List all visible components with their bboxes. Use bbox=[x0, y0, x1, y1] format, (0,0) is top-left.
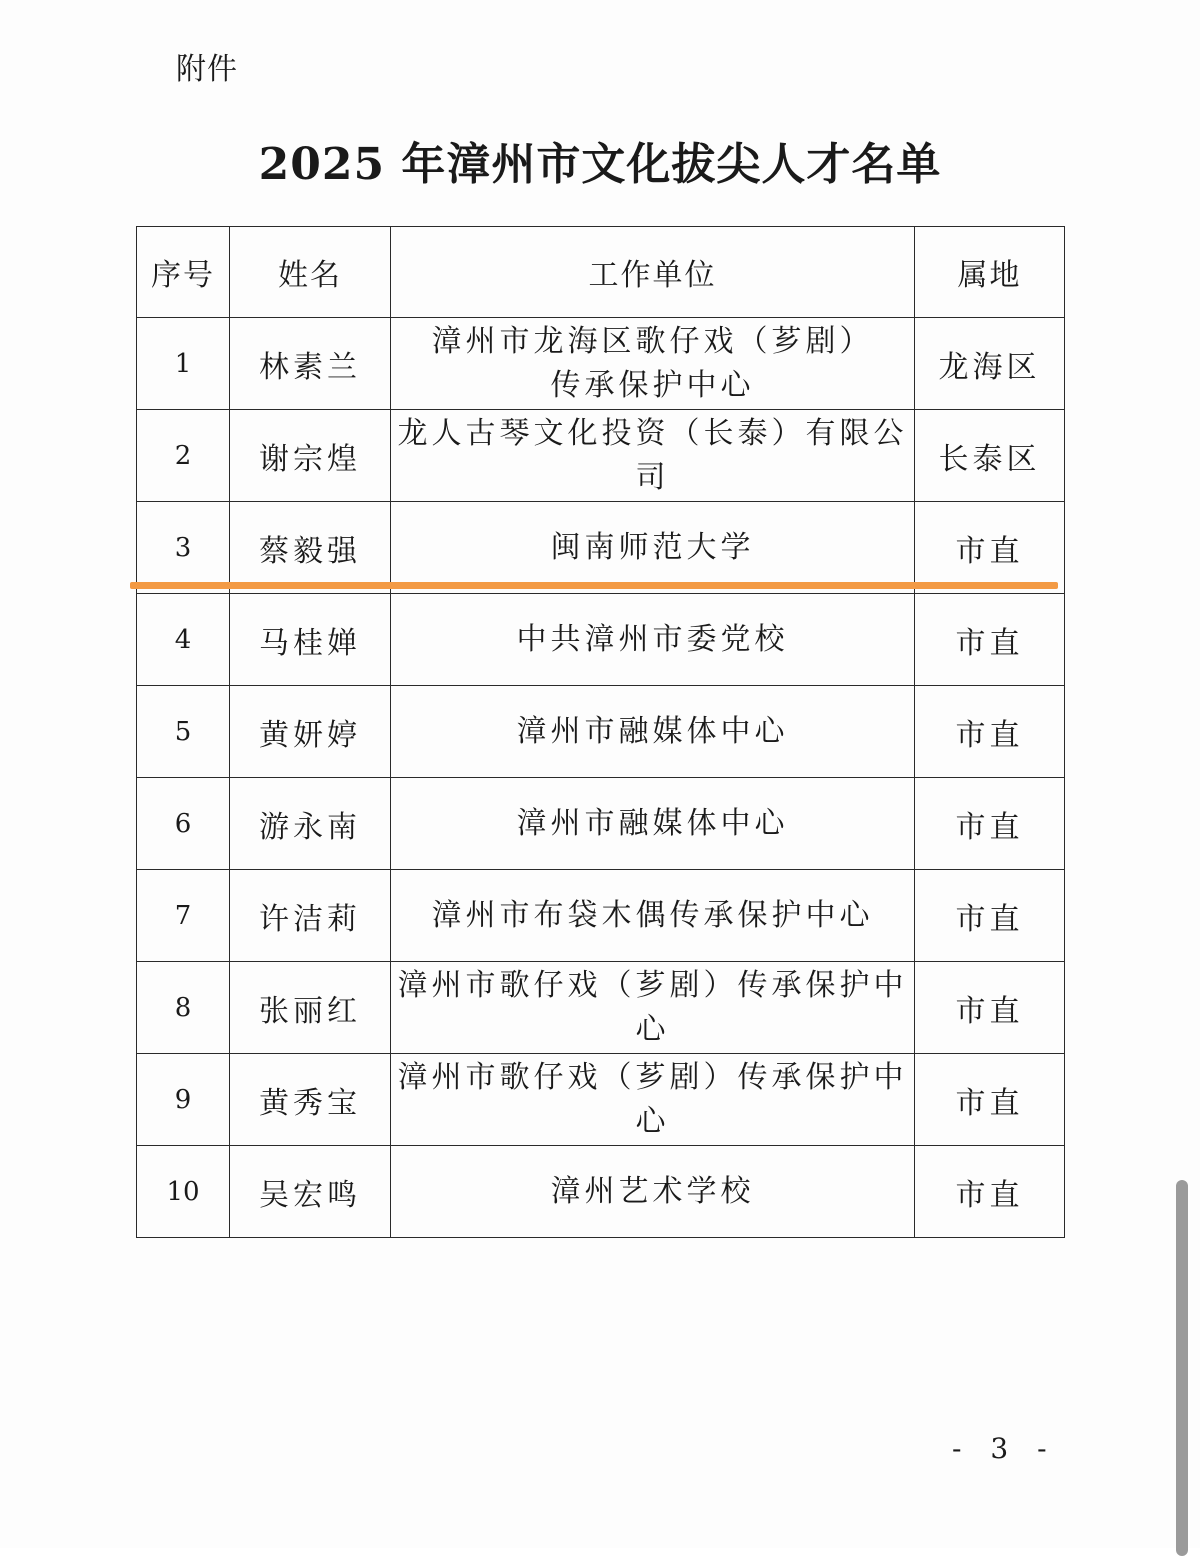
cell-unit-line: 龙人古琴文化投资（长泰）有限公司 bbox=[397, 416, 908, 495]
cell-number: 2 bbox=[137, 410, 230, 502]
table-row bbox=[137, 870, 1065, 962]
header-name: 姓名 bbox=[230, 227, 391, 318]
cell-unit-line: 漳州市布袋木偶传承保护中心 bbox=[431, 897, 874, 933]
cell-unit-line: 漳州市龙海区歌仔戏（芗剧） bbox=[431, 324, 874, 359]
vertical-scrollbar[interactable] bbox=[1176, 1180, 1188, 1556]
cell-number: 8 bbox=[137, 962, 230, 1054]
cell-number: 10 bbox=[137, 1146, 230, 1238]
cell-region: 市直 bbox=[915, 594, 1065, 686]
cell-region: 市直 bbox=[915, 870, 1065, 962]
table-row bbox=[137, 778, 1065, 870]
cell-unit-line: 漳州市融媒体中心 bbox=[516, 805, 789, 841]
table-row bbox=[137, 1146, 1065, 1238]
highlight-underline bbox=[130, 582, 1058, 589]
cell-unit bbox=[391, 502, 915, 594]
cell-number: 9 bbox=[137, 1054, 230, 1146]
cell-unit bbox=[391, 962, 915, 1054]
table-body bbox=[137, 318, 1065, 1238]
cell-number: 4 bbox=[137, 594, 230, 686]
cell-unit bbox=[391, 410, 915, 502]
cell-region: 市直 bbox=[915, 1054, 1065, 1146]
cell-unit-line: 漳州艺术学校 bbox=[550, 1173, 755, 1209]
cell-name: 林素兰 bbox=[230, 318, 391, 410]
cell-region: 市直 bbox=[915, 962, 1065, 1054]
header-region: 属地 bbox=[915, 227, 1065, 318]
cell-unit-line: 中共漳州市委党校 bbox=[516, 621, 789, 657]
cell-name: 张丽红 bbox=[230, 962, 391, 1054]
attachment-label: 附件 bbox=[176, 52, 238, 87]
cell-unit bbox=[391, 594, 915, 686]
table-row bbox=[137, 1054, 1065, 1146]
table-row bbox=[137, 594, 1065, 686]
cell-region: 市直 bbox=[915, 778, 1065, 870]
page-number: - 3 - bbox=[952, 1432, 1057, 1465]
cell-unit-line: 传承保护中心 bbox=[550, 367, 755, 403]
cell-region: 市直 bbox=[915, 686, 1065, 778]
cell-unit bbox=[391, 870, 915, 962]
talent-roster-table bbox=[136, 226, 1065, 1238]
cell-region: 龙海区 bbox=[915, 318, 1065, 410]
cell-unit bbox=[391, 1054, 915, 1146]
cell-unit-line: 闽南师范大学 bbox=[550, 529, 755, 565]
cell-number: 7 bbox=[137, 870, 230, 962]
cell-name: 黄秀宝 bbox=[230, 1054, 391, 1146]
cell-unit bbox=[391, 318, 915, 410]
cell-name: 马桂婵 bbox=[230, 594, 391, 686]
table-row bbox=[137, 410, 1065, 502]
page-title: 2025 年漳州市文化拔尖人才名单 bbox=[258, 139, 942, 190]
cell-region: 长泰区 bbox=[915, 410, 1065, 502]
cell-unit-line: 漳州市融媒体中心 bbox=[516, 713, 789, 749]
table-row bbox=[137, 686, 1065, 778]
header-unit: 工作单位 bbox=[391, 227, 915, 318]
header-number: 序号 bbox=[137, 227, 230, 318]
cell-region: 市直 bbox=[915, 1146, 1065, 1238]
cell-name: 谢宗煌 bbox=[230, 410, 391, 502]
cell-unit bbox=[391, 686, 915, 778]
table-header-row bbox=[137, 227, 1065, 318]
cell-name: 游永南 bbox=[230, 778, 391, 870]
cell-region: 市直 bbox=[915, 502, 1065, 594]
cell-number: 6 bbox=[137, 778, 230, 870]
cell-number: 3 bbox=[137, 502, 230, 594]
table-row bbox=[137, 962, 1065, 1054]
cell-number: 5 bbox=[137, 686, 230, 778]
table-row bbox=[137, 318, 1065, 410]
cell-name: 吴宏鸣 bbox=[230, 1146, 391, 1238]
cell-unit-line: 漳州市歌仔戏（芗剧）传承保护中心 bbox=[397, 1060, 908, 1139]
cell-name: 许洁莉 bbox=[230, 870, 391, 962]
cell-name: 蔡毅强 bbox=[230, 502, 391, 594]
table-row bbox=[137, 502, 1065, 594]
cell-unit-line: 漳州市歌仔戏（芗剧）传承保护中心 bbox=[397, 968, 908, 1047]
cell-name: 黄妍婷 bbox=[230, 686, 391, 778]
cell-unit bbox=[391, 778, 915, 870]
cell-number: 1 bbox=[137, 318, 230, 410]
cell-unit bbox=[391, 1146, 915, 1238]
